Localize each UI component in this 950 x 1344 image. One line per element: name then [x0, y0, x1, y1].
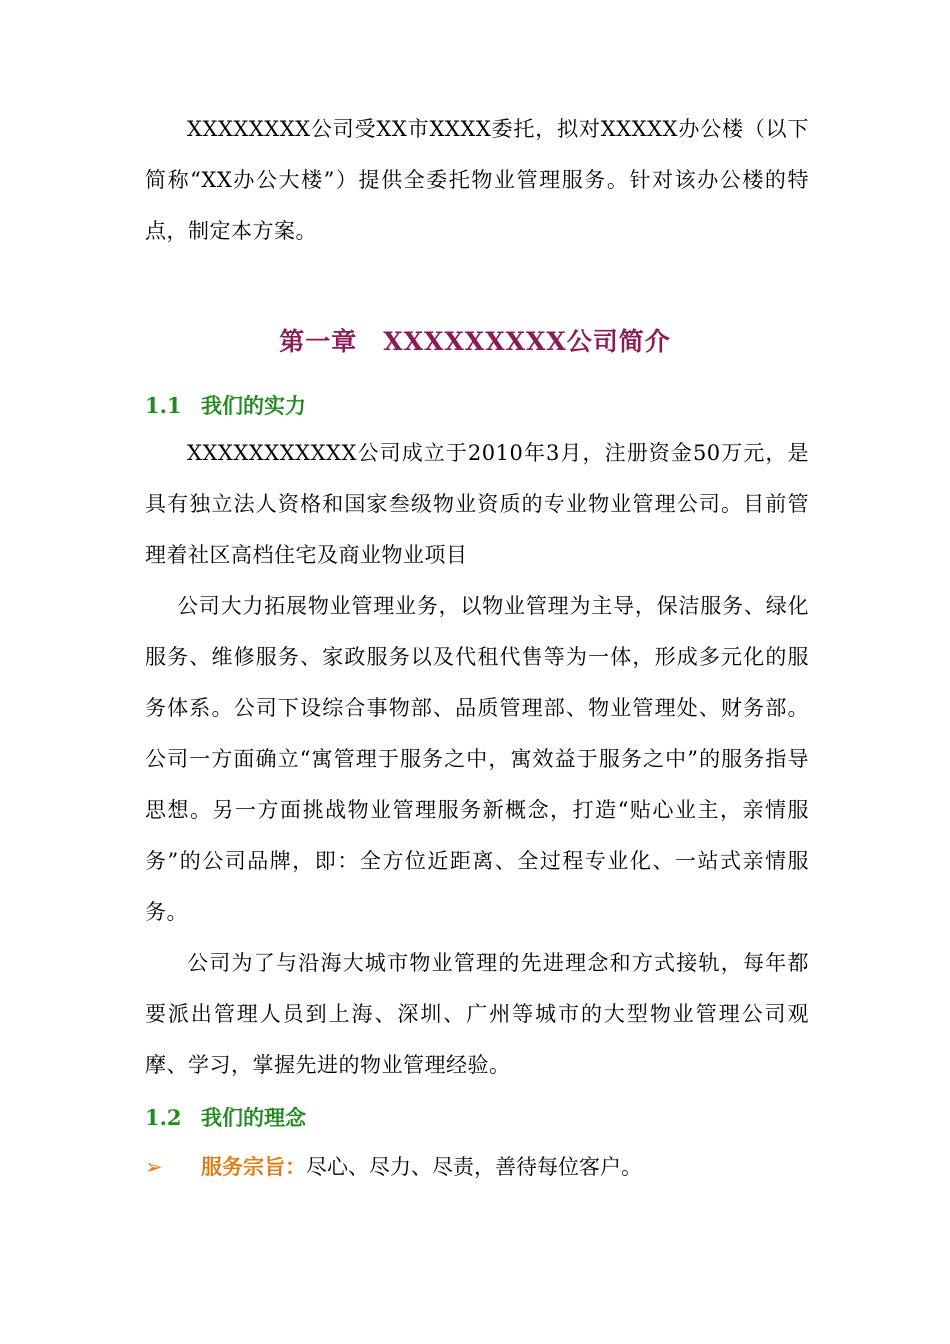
bullet-label: 服务宗旨：: [201, 1154, 306, 1179]
section-number: 1.2: [145, 1105, 182, 1130]
intro-paragraph: XXXXXXXX公司受XX市XXXX委托，拟对XXXXX办公楼（以下简称“XX办公大楼”）提供全委托物业管理服务。针对该办公楼的特点，制定本方案。: [145, 117, 809, 243]
section-title: 我们的理念: [201, 1105, 306, 1130]
arrow-bullet-icon: ➢: [145, 1155, 163, 1179]
body-paragraph: 公司为了与沿海大城市物业管理的先进理念和方式接轨，每年都要派出管理人员到上海、深圳、广州等城市的大型物业管理公司观摩、学习，掌握先进的物业管理经验。: [145, 951, 809, 1077]
section-1-1-body: [145, 428, 809, 1091]
body-paragraph: 公司大力拓展物业管理业务，以物业管理为主导，保洁服务、绿化服务、维修服务、家政服务以及代租代售等为一体，形成多元化的服务体系。公司下设综合事物部、品质管理部、物业管理处、财务部。公司一方面确立“寓管理于服务之中，寓效益于服务之中”的服务指导思想。另一方面挑战物业管理服务新概念，打造“贴心业主，亲情服务”的公司品牌，即：全方位近距离、全过程专业化、一站式亲情服务。: [145, 594, 809, 924]
intro-block: [145, 104, 809, 257]
bullet-text: 尽心、尽力、尽责，善待每位客户。: [306, 1155, 642, 1179]
section-heading-1-1: [145, 390, 306, 420]
section-title: 我们的实力: [201, 393, 306, 418]
section-number: 1.1: [145, 393, 182, 418]
chapter-title: 第一章 XXXXXXXXX公司简介: [279, 327, 671, 356]
body-paragraph: XXXXXXXXXXX公司成立于2010年3月，注册资金50万元，是具有独立法人资格和国家叁级物业资质的专业物业管理公司。目前管理着社区高档住宅及商业物业项目: [145, 441, 809, 567]
bullet-item: [145, 1150, 642, 1184]
section-heading-1-2: [145, 1102, 306, 1132]
